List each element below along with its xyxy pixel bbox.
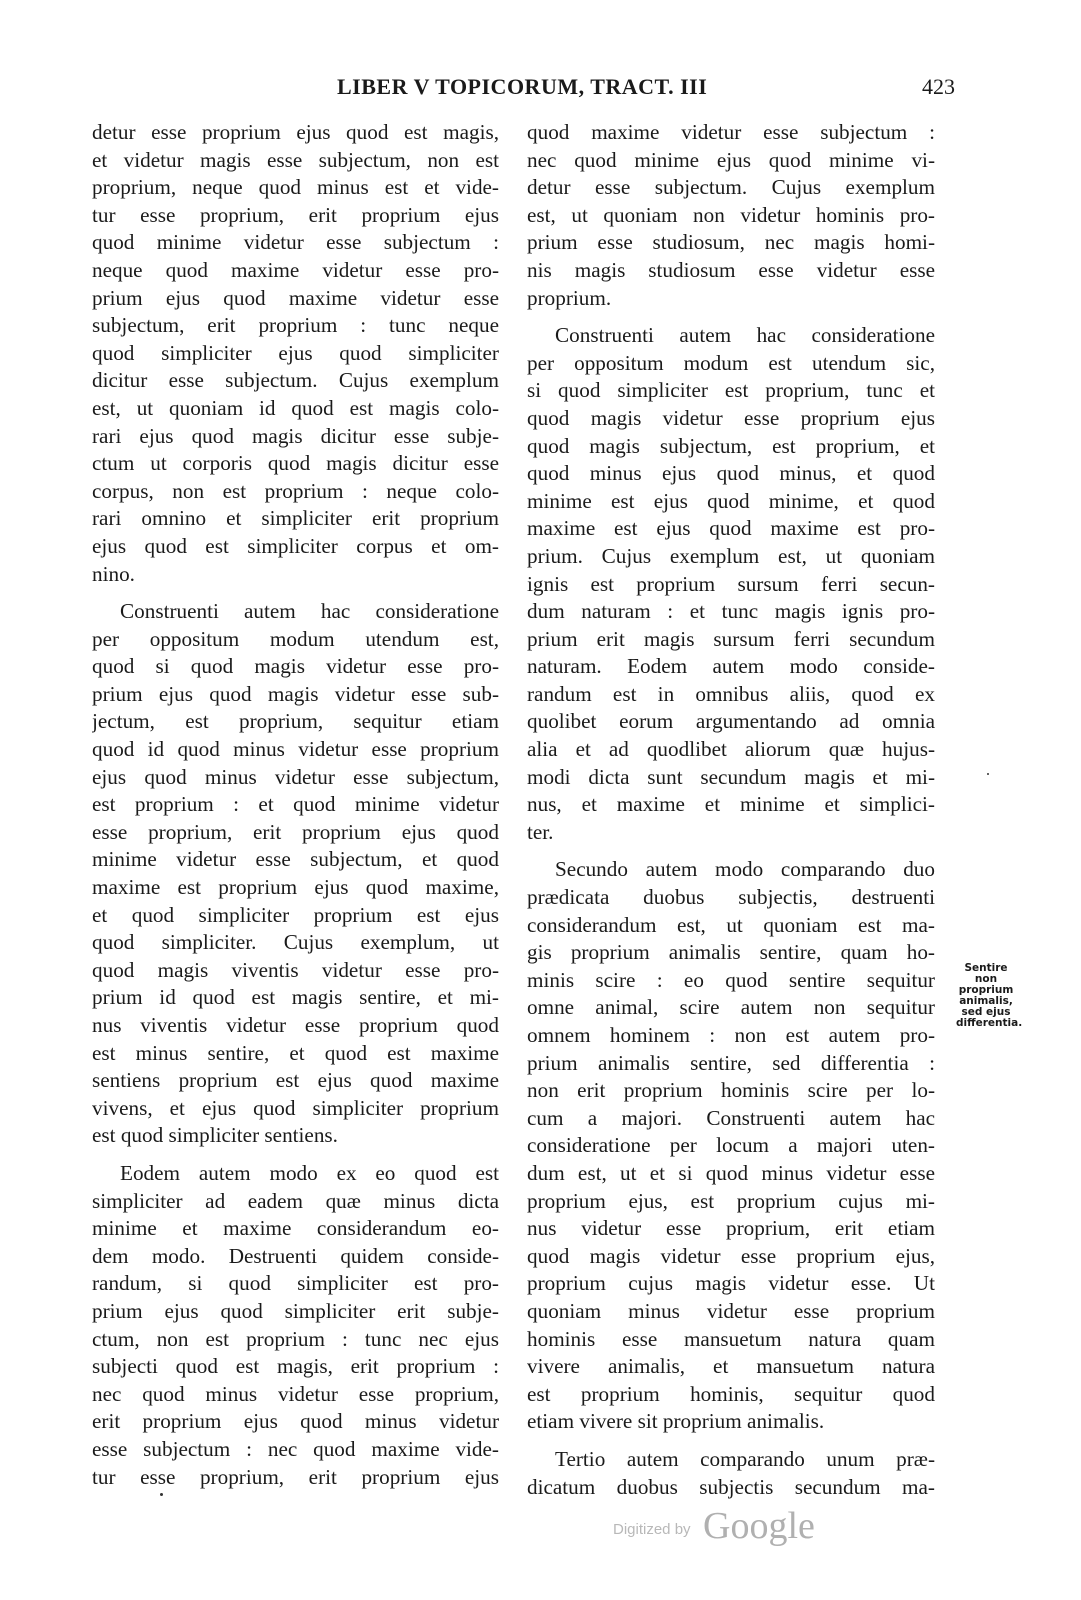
margin-note-line: differentia. <box>956 1017 1023 1029</box>
text-line: dicitur esse subjectum. Cujus exemplum <box>92 368 499 393</box>
text-line: minime est ejus quod minime, et quod <box>527 488 935 513</box>
right-column <box>527 119 935 1501</box>
text-line: si quod simpliciter est proprium, tunc et <box>527 378 935 403</box>
text-line: maxime est proprium ejus quod maxime, <box>92 875 499 900</box>
text-line: ctum ut corporis quod magis dicitur esse <box>92 451 499 476</box>
text-line: quolibet eorum argumentando ad omnia <box>527 709 935 734</box>
text-line: quod maxime videtur esse subjectum : <box>527 120 935 144</box>
text-line: rari omnino et simpliciter erit proprium <box>92 506 499 531</box>
text-line: ejus quod est simpliciter corpus et om- <box>92 533 499 558</box>
text-line: minime et maxime considerandum eo- <box>92 1216 499 1241</box>
text-line: subjectum, erit proprium : tunc neque <box>92 313 499 338</box>
text-line: prædicata duobus subjectis, destruenti <box>527 885 935 910</box>
text-line: Construenti autem hac consideratione <box>120 599 499 624</box>
text-line: vivens, et ejus quod simpliciter proprium <box>92 1095 499 1120</box>
text-line: prium esse studiosum, nec magis homi- <box>527 230 935 255</box>
text-line: tur esse proprium, erit proprium ejus <box>92 1464 499 1489</box>
text-line: gis proprium animalis sentire, quam ho- <box>527 940 935 965</box>
text-line: quoniam minus videtur esse proprium <box>527 1298 935 1323</box>
text-line: proprium. <box>527 285 612 310</box>
text-line: prium ejus quod maxime videtur esse <box>92 285 499 310</box>
text-line: hominis esse mansuetum natura quam <box>527 1326 935 1351</box>
text-line: nino. <box>92 561 135 586</box>
text-line: simpliciter ad eadem quæ minus dicta <box>92 1188 499 1213</box>
text-line: esse proprium, erit proprium ejus quod <box>92 819 499 844</box>
text-line: per oppositum modum utendum est, <box>92 626 499 651</box>
page-number: 423 <box>922 74 955 99</box>
text-line: alia et ad quodlibet aliorum quæ hujus- <box>527 737 935 762</box>
paragraph <box>527 1446 935 1501</box>
text-line: rari ejus quod magis dicitur esse subje- <box>92 423 499 448</box>
text-line: ejus quod minus videtur esse subjectum, <box>92 764 499 789</box>
text-line: prium id quod est magis sentire, et mi- <box>92 985 499 1010</box>
text-line: nus viventis videtur esse proprium quod <box>92 1013 499 1037</box>
text-line: neque quod maxime videtur esse pro- <box>92 257 499 282</box>
paragraph <box>92 119 499 588</box>
text-line: quod minime videtur esse subjectum : <box>92 230 499 255</box>
text-line: nec quod minus videtur esse proprium, <box>92 1381 499 1406</box>
text-line: ignis est proprium sursum ferri secun- <box>527 571 935 596</box>
text-line: omnem hominem : non est autem pro- <box>527 1023 935 1047</box>
text-line: est proprium hominis, sequitur quod <box>527 1381 935 1406</box>
text-line: quod magis viventis videtur esse pro- <box>92 957 499 982</box>
text-line: proprium, neque quod minus est et vide- <box>92 175 499 200</box>
text-line: quod simpliciter. Cujus exemplum, ut <box>92 930 499 955</box>
text-line: etiam vivere sit proprium animalis. <box>527 1409 825 1434</box>
left-column <box>92 119 499 1491</box>
text-line: subjecti quod est magis, erit proprium : <box>92 1354 499 1379</box>
text-line: quod magis videtur esse proprium ejus, <box>527 1243 935 1268</box>
text-line: est, ut quoniam non videtur hominis pro- <box>527 202 935 227</box>
text-line: dum est, ut et si quod minus videtur esse <box>527 1160 935 1185</box>
paragraph <box>527 322 935 846</box>
margin-note-line: animalis, <box>959 995 1013 1007</box>
text-line: tur esse proprium, erit proprium ejus <box>92 202 499 227</box>
ink-speck <box>987 773 989 775</box>
margin-note-line: sed ejus <box>961 1006 1011 1018</box>
text-line: Construenti autem hac consideratione <box>555 323 935 348</box>
text-line: nus, et maxime et minime et simplici- <box>527 792 935 817</box>
text-line: ctum, non est proprium : tunc nec ejus <box>92 1326 499 1351</box>
text-line: minis scire : eo quod sentire sequitur <box>527 967 935 992</box>
running-title: LIBER V TOPICORUM, TRACT. III <box>337 74 708 99</box>
text-line: quod simpliciter ejus quod simpliciter <box>92 340 499 365</box>
text-line: modi dicta sunt secundum magis et mi- <box>527 764 935 789</box>
text-line: quod id quod minus videtur esse proprium <box>92 737 499 762</box>
text-line: Eodem autem modo ex eo quod est <box>120 1160 499 1185</box>
text-line: consideratione per locum a majori uten- <box>527 1133 935 1158</box>
margin-note-line: proprium <box>958 984 1014 996</box>
text-line: esse subjectum : nec quod maxime vide- <box>92 1436 499 1461</box>
text-line: minime videtur esse subjectum, et quod <box>92 847 499 872</box>
ink-speck <box>160 1493 163 1496</box>
paragraph <box>92 1160 499 1491</box>
text-line: est proprium : et quod minime videtur <box>92 792 499 817</box>
text-line: sentiens proprium est ejus quod maxime <box>92 1068 499 1093</box>
google-logo: Google <box>703 1505 815 1547</box>
digitized-label: Digitized by <box>613 1521 691 1538</box>
text-line: nis magis studiosum esse videtur esse <box>527 257 935 282</box>
text-line: proprium cujus magis videtur esse. Ut <box>527 1271 935 1296</box>
paragraph <box>527 119 935 312</box>
text-line: est minus sentire, et quod est maxime <box>92 1040 499 1065</box>
text-line: maxime est ejus quod maxime est pro- <box>527 516 935 541</box>
text-line: prium ejus quod simpliciter erit subje- <box>92 1298 499 1323</box>
text-line: prium erit magis sursum ferri secundum <box>527 626 935 651</box>
text-line: non erit proprium hominis scire per lo- <box>527 1078 935 1103</box>
text-line: vivere animalis, et mansuetum natura <box>527 1354 935 1379</box>
text-line: detur esse subjectum. Cujus exemplum <box>527 175 935 200</box>
text-line: Tertio autem comparando unum præ- <box>555 1446 935 1471</box>
text-line: randum est in omnibus aliis, quod ex <box>527 681 935 706</box>
paragraph <box>527 856 935 1435</box>
text-line: erit proprium ejus quod minus videtur <box>92 1409 499 1434</box>
text-line: est, ut quoniam id quod est magis colo- <box>92 395 499 420</box>
text-line: considerandum est, ut quoniam est ma- <box>527 912 935 937</box>
text-line: et videtur magis esse subjectum, non est <box>92 147 499 172</box>
text-line: prium. Cujus exemplum est, ut quoniam <box>527 543 935 568</box>
text-line: prium ejus quod magis videtur esse sub- <box>92 681 499 706</box>
text-line: proprium ejus, est proprium cujus mi- <box>527 1188 935 1213</box>
text-line: est quod simpliciter sentiens. <box>92 1123 338 1148</box>
text-line: naturam. Eodem autem modo conside- <box>527 654 935 679</box>
margin-note-line: Sentire non <box>964 962 1008 985</box>
text-line: randum, si quod simpliciter est pro- <box>92 1271 499 1296</box>
text-line: corpus, non est proprium : neque colo- <box>92 478 499 503</box>
text-line: dicatum duobus subjectis secundum ma- <box>527 1474 935 1499</box>
text-line: detur esse proprium ejus quod est magis, <box>92 120 499 144</box>
paragraph <box>92 598 499 1150</box>
text-line: nec quod minime ejus quod minime vi- <box>527 147 935 172</box>
text-line: quod minus ejus quod minus, et quod <box>527 461 935 486</box>
text-line: quod si quod magis videtur esse pro- <box>92 654 499 679</box>
running-header <box>0 74 1081 104</box>
text-line: ter. <box>527 819 554 844</box>
text-line: quod magis subjectum, est proprium, et <box>527 433 935 458</box>
digitized-footer <box>613 1504 843 1554</box>
margin-note <box>956 962 1023 1029</box>
text-line: dum naturam : et tunc magis ignis pro- <box>527 599 935 624</box>
text-line: prium animalis sentire, sed differentia : <box>527 1050 935 1075</box>
text-line: quod magis videtur esse proprium ejus <box>527 405 935 430</box>
text-line: dem modo. Destruenti quidem conside- <box>92 1243 499 1268</box>
text-line: per oppositum modum est utendum sic, <box>527 350 935 375</box>
text-line: nus videtur esse proprium, erit etiam <box>527 1216 935 1241</box>
text-line: jectum, est proprium, sequitur etiam <box>92 709 499 734</box>
text-line: Secundo autem modo comparando duo <box>555 857 935 882</box>
text-line: et quod simpliciter proprium est ejus <box>92 902 499 927</box>
text-line: omne animal, scire autem non sequitur <box>527 995 935 1020</box>
text-line: cum a majori. Construenti autem hac <box>527 1105 935 1130</box>
